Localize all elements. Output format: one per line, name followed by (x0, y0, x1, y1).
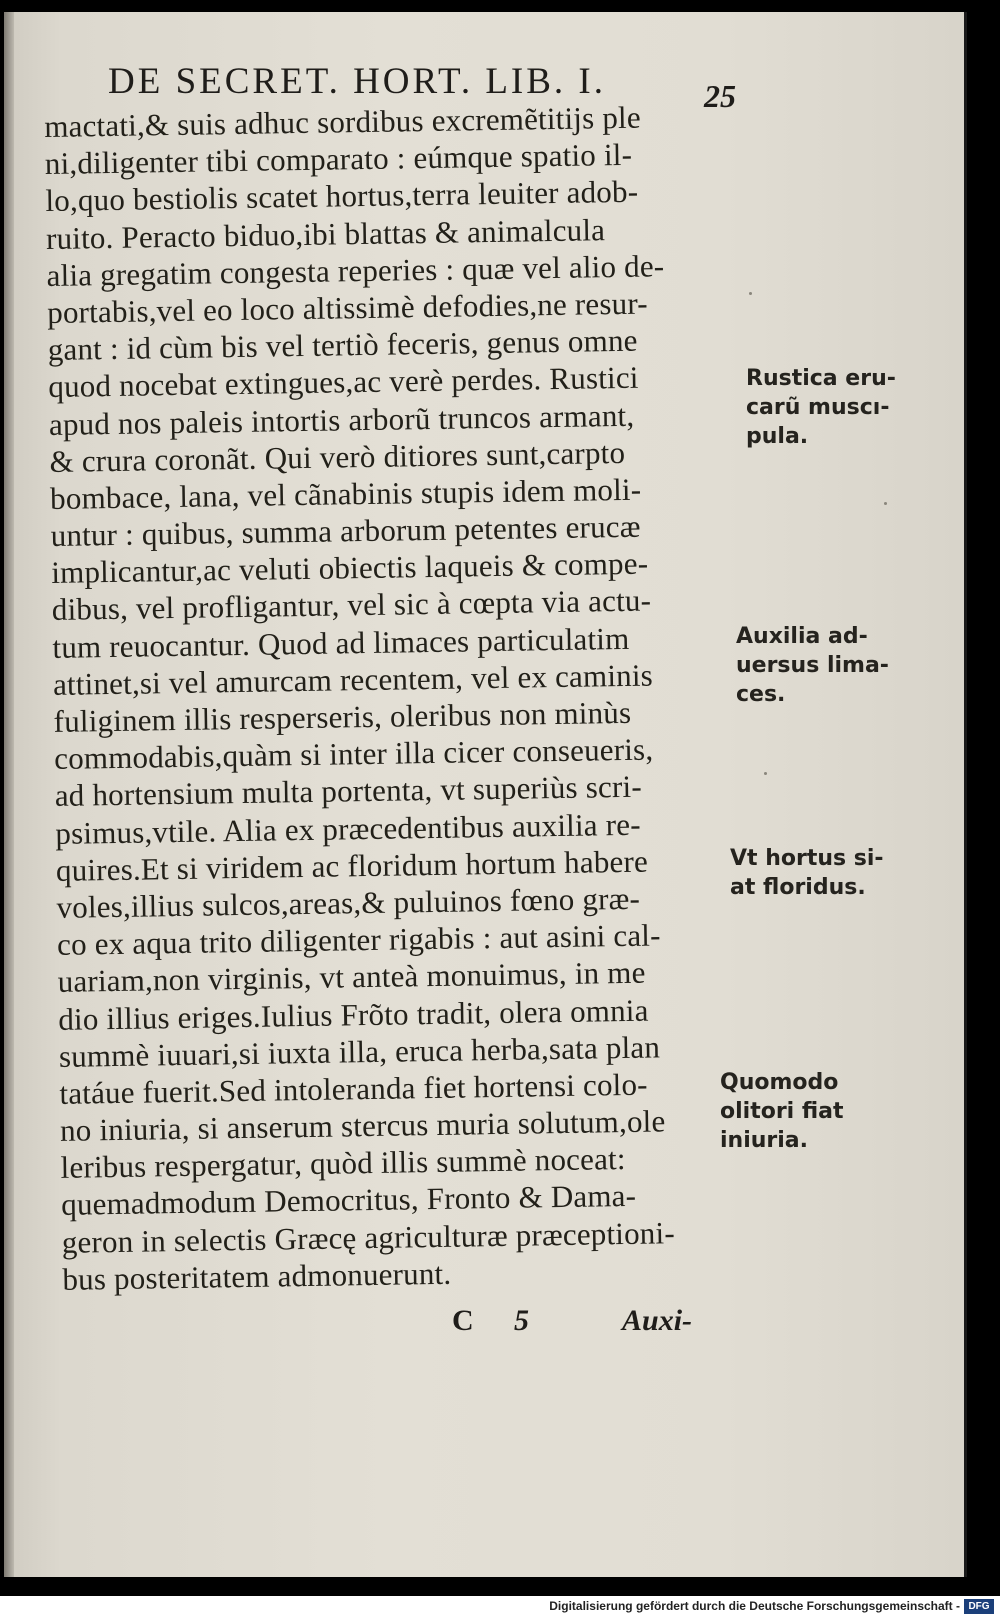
marginal-note-rustica (746, 364, 896, 451)
text-line: attinet,si vel amurcam recentem, vel ex caminis (52, 657, 654, 702)
marginal-note-line: olitori fiat (720, 1099, 844, 1124)
marginal-note-line: ces. (736, 682, 786, 707)
text-line: quod nocebat extingues,ac verè perdes. Rustici (48, 360, 639, 405)
digitization-credit: Digitalisierung gefördert durch die Deutsche Forschungsgemeinschaft - (549, 1599, 960, 1613)
body-text (44, 97, 763, 1298)
text-line: dibus, vel profligantur, vel sic à cœpta via actu- (51, 582, 652, 628)
marginal-note-line: pula. (746, 424, 809, 449)
text-line: voles,illius sulcos,areas,& puluinos fœno græ- (56, 880, 641, 925)
text-line: dio illius eriges.Iulius Frõto tradit, olera omnia (58, 992, 649, 1037)
catchword: Auxi- (622, 1304, 693, 1337)
text-line: fuliginem illis resperseris, oleribus non minùs (53, 694, 632, 739)
digitization-credit-bar (0, 1596, 1000, 1618)
text-line: implicantur,ac veluti obiectis laqueis & compe- (51, 545, 649, 591)
marginal-note-line: Quomodo (720, 1070, 839, 1095)
text-line: summè iuuari,si iuxta illa, eruca herba,sata plan (58, 1029, 661, 1074)
text-line: ruito. Peracto biduo,ibi blattas & animalcula (45, 211, 606, 256)
marginal-note-floridus (730, 844, 884, 902)
text-line: quemadmodum Democritus, Fronto & Dama- (60, 1178, 637, 1223)
paper-speck (749, 292, 752, 295)
text-line: leribus respergatur, quòd illis summè noceat: (60, 1141, 626, 1186)
text-line: psimus,vtile. Alia ex præcedentibus auxilia re- (55, 806, 641, 851)
text-line: geron in selectis Græcę agriculturæ præceptioni- (61, 1214, 676, 1260)
text-line: quires.Et si viridem ac floridum hortum habere (55, 843, 649, 888)
marginal-note-line: Rustica eru- (746, 366, 896, 391)
marginal-note-line: at floridus. (730, 875, 866, 900)
marginal-note-auxilia (736, 622, 889, 709)
paper-speck (764, 772, 767, 775)
marginal-note-line: carũ muscı- (746, 395, 890, 420)
paper-speck (884, 502, 887, 505)
text-line: co ex aqua trito diligenter rigabis : aut asini cal- (56, 917, 661, 963)
marginal-note-line: Auxilia ad- (736, 624, 868, 649)
text-line: portabis,vel eo loco altissimè defodies,ne resur- (46, 285, 649, 330)
binding-shadow (4, 12, 14, 1577)
marginal-note-line: uersus lima- (736, 653, 889, 678)
text-line: bus posteritatem admonuerunt. (62, 1255, 452, 1297)
text-line: gant : id cùm bis vel tertiò feceris, genus omne (47, 322, 638, 368)
signature-mark: C (452, 1304, 474, 1337)
text-line: mactati,& suis adhuc sordibus excremẽtitijs ple (44, 99, 642, 144)
marginal-note-line: Vt hortus si- (730, 846, 884, 871)
text-line: alia gregatim congesta reperies : quæ vel alio de- (46, 248, 665, 293)
text-line: no iniuria, si anserum stercus muria solutum,ole (59, 1103, 666, 1148)
book-page (4, 12, 967, 1577)
folio-number: 25 (704, 78, 736, 114)
text-line: bombace, lana, vel cãnabinis stupis idem moli- (49, 471, 642, 516)
text-line: tatáue fuerit.Sed intoleranda fiet hortensi colo- (59, 1066, 648, 1111)
text-line: uariam,non virginis, vt anteà monuimus, in me (57, 954, 646, 1000)
text-line: lo,quo bestiolis scatet hortus,terra leuiter adob- (45, 174, 639, 219)
text-line: & crura coronãt. Qui verò ditiores sunt,carpto (49, 434, 626, 479)
text-line: commodabis,quàm si inter illa cicer conseueris, (53, 731, 654, 777)
marginal-note-line: iniuria. (720, 1128, 808, 1153)
text-line: untur : quibus, summa arborum petentes erucæ (50, 508, 641, 554)
signature-line (452, 1304, 752, 1344)
text-line: tum reuocantur. Quod ad limaces particulatim (52, 620, 630, 665)
text-line: ni,diligenter tibi comparato : eúmque spatio il- (44, 136, 633, 182)
signature-number: 5 (514, 1304, 529, 1337)
text-line: ad hortensium multa portenta, vt superiùs scri- (54, 769, 643, 814)
dfg-logo: DFG (964, 1599, 994, 1614)
running-head: DE SECRET. HORT. LIB. I. (108, 61, 606, 102)
text-line: apud nos paleis intortis arborũ truncos armant, (48, 397, 635, 442)
marginal-note-quomodo (720, 1068, 844, 1155)
